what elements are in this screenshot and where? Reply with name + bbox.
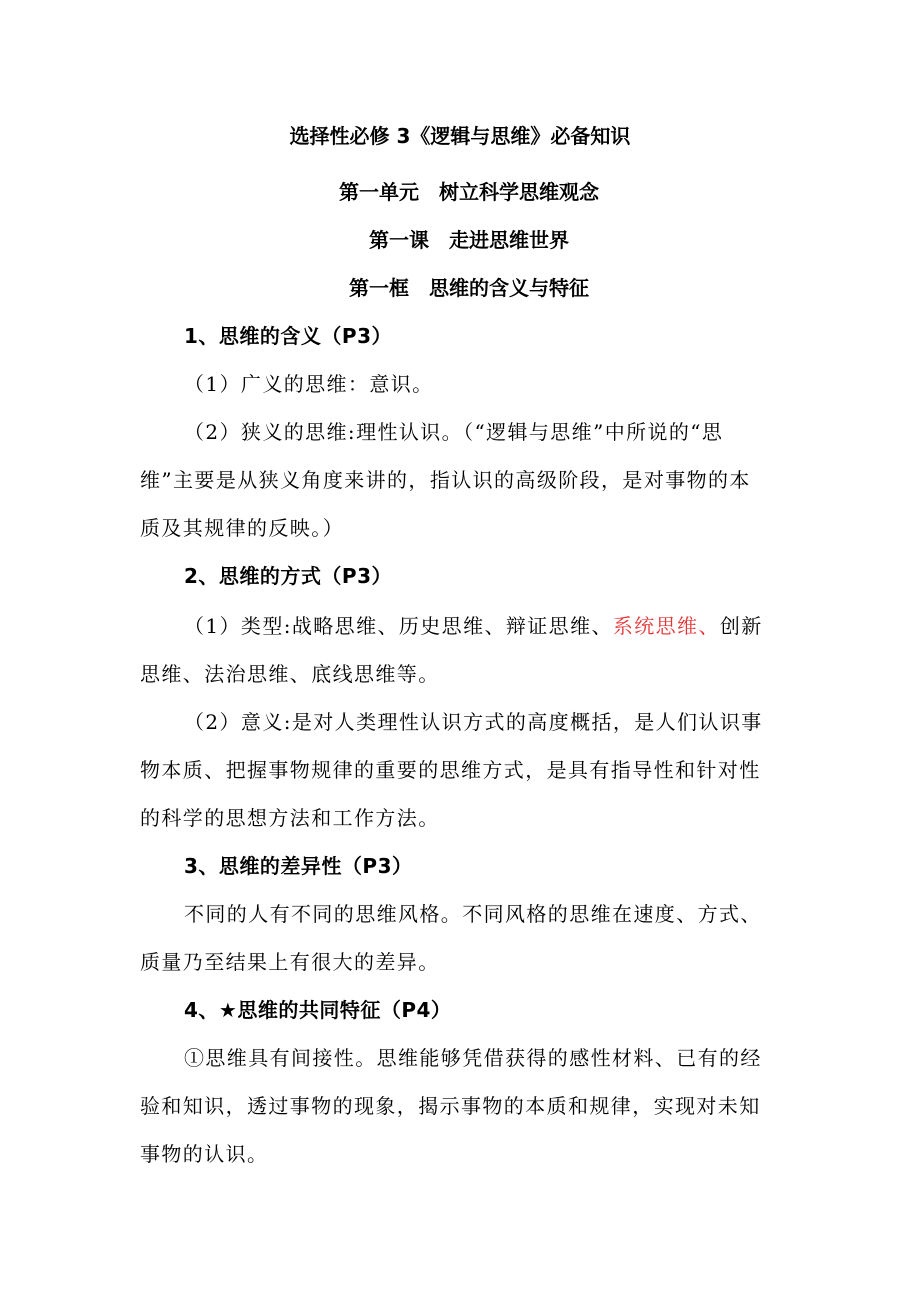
section-2-heading: 2、思维的方式（P3） [184, 564, 392, 588]
section-4-line: ①思维具有间接性。思维能够凭借获得的感性材料、已有的经 [184, 1046, 762, 1070]
section-3-line: 质量乃至结果上有很大的差异。 [140, 950, 440, 974]
type-line-start: （1）类型:战略思维、历史思维、辩证思维、 [184, 614, 613, 638]
section-1-line: （1）广义的思维：意识。 [184, 372, 434, 396]
section-3-line: 不同的人有不同的思维风格。不同风格的思维在速度、方式、 [184, 902, 762, 926]
section-2-line: 的科学的思想方法和工作方法。 [140, 806, 440, 830]
section-4-line: 事物的认识。 [140, 1142, 269, 1166]
section-1-line: （2）狭义的思维:理性认识。（“逻辑与思维”中所说的“思 [184, 420, 724, 444]
frame-heading: 第一框 思维的含义与特征 [349, 276, 589, 300]
section-3-heading: 3、思维的差异性（P3） [184, 854, 413, 878]
section-2-line: 物本质、把握事物规律的重要的思维方式，是具有指导性和针对性 [140, 758, 761, 782]
section-2-type-line [184, 612, 763, 640]
document-title: 选择性必修 3《逻辑与思维》必备知识 [289, 124, 631, 148]
type-line-end: 创新 [719, 614, 763, 638]
section-4-line: 验和知识，透过事物的现象，揭示事物的本质和规律，实现对未知 [140, 1094, 761, 1118]
section-1-heading: 1、思维的含义（P3） [184, 324, 392, 348]
type-line-highlight: 系统思维、 [612, 614, 720, 638]
section-1-line: 质及其规律的反映。） [140, 516, 344, 540]
section-2-line: 思维、法治思维、底线思维等。 [140, 662, 440, 686]
section-1-line: 维”主要是从狭义角度来讲的，指认识的高级阶段，是对事物的本 [140, 468, 751, 492]
unit-heading: 第一单元 树立科学思维观念 [339, 180, 599, 204]
section-2-line: （2）意义:是对人类理性认识方式的高度概括，是人们认识事 [184, 710, 763, 734]
lesson-heading: 第一课 走进思维世界 [369, 228, 569, 252]
section-4-heading: 4、★思维的共同特征（P4） [184, 998, 452, 1022]
